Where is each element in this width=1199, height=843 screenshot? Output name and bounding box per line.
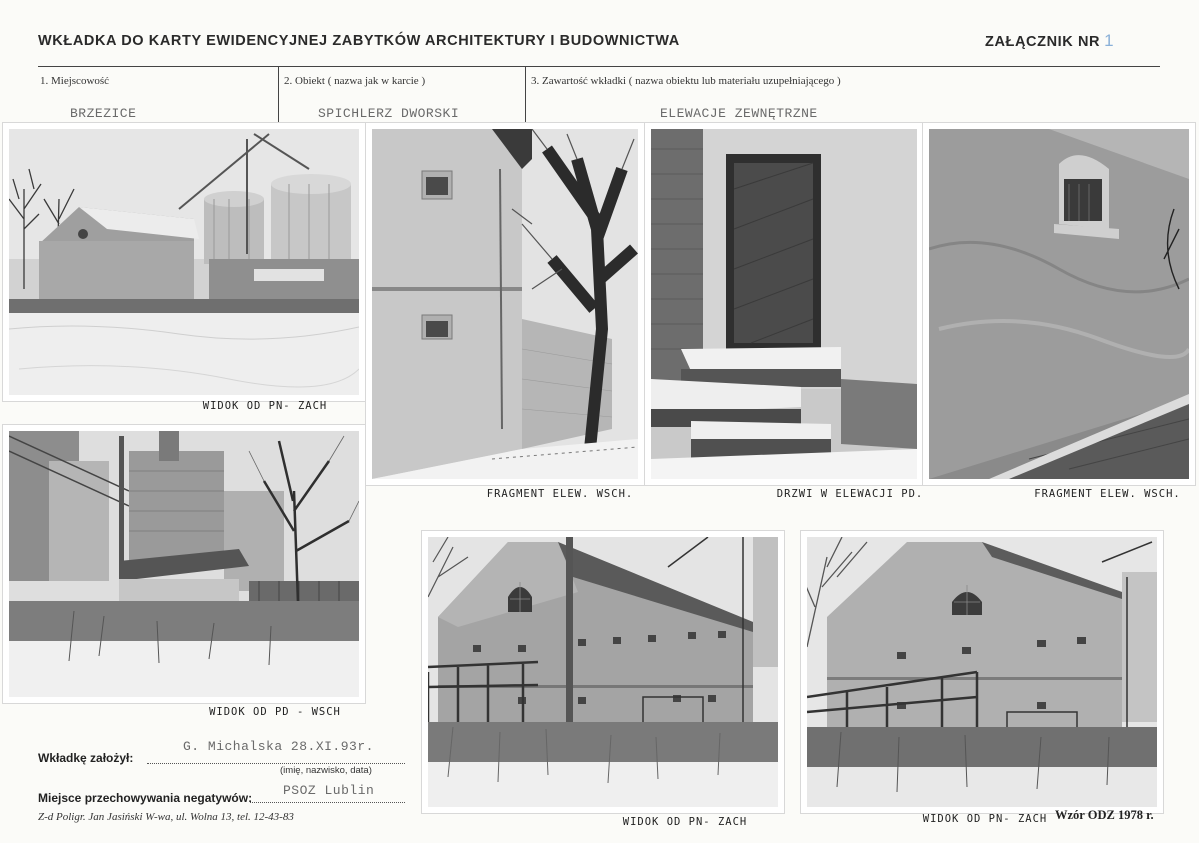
field-label-locality: 1. Miejscowość <box>40 75 110 87</box>
photo-nw-view-3 <box>801 531 1163 813</box>
field-label-object: 2. Obiekt ( nazwa jak w karcie ) <box>284 75 426 87</box>
founded-value: G. Michalska 28.XI.93r. <box>183 739 374 754</box>
photo-caption: FRAGMENT ELEW. WSCH. <box>486 488 634 500</box>
photo-caption: FRAGMENT ELEW. WSCH. <box>1034 488 1181 500</box>
field-divider-2 <box>525 66 526 123</box>
annex-number: 1 <box>1104 31 1115 50</box>
field-value-contents: ELEWACJE ZEWNĘTRZNE <box>660 106 818 121</box>
field-value-object: SPICHLERZ DWORSKI <box>318 106 460 121</box>
form-model: Wzór ODZ 1978 r. <box>1055 808 1154 822</box>
photo-caption: DRZWI W ELEWACJI PD. <box>776 488 924 500</box>
founded-label: Wkładkę założył: <box>38 751 134 765</box>
photo-east-fragment <box>366 123 644 485</box>
negatives-dotted-line <box>250 802 405 803</box>
photo-east-fragment-2 <box>923 123 1195 485</box>
founded-dotted-line <box>147 763 405 764</box>
annex-label: ZAŁĄCZNIK NR 1 <box>985 31 1115 50</box>
photo-caption: WIDOK OD PN- ZACH <box>622 816 748 828</box>
founded-hint: (imię, nazwisko, data) <box>280 765 372 776</box>
photo-caption: WIDOK OD PN- ZACH <box>202 400 328 412</box>
document-title: WKŁADKA DO KARTY EWIDENCYJNEJ ZABYTKÓW ARCHITEKTURY I BUDOWNICTWA <box>38 33 680 49</box>
header-rule-top <box>38 66 1160 67</box>
photo-nw-view-2 <box>422 531 784 813</box>
field-label-contents: 3. Zawartość wkładki ( nazwa obiektu lub materiału uzupełniającego ) <box>531 75 841 87</box>
photo-se-view <box>3 425 365 703</box>
field-value-locality: BRZEZICE <box>70 106 137 121</box>
printer-imprint: Z-d Poligr. Jan Jasiński W-wa, ul. Wolna 13, tel. 12-43-83 <box>38 811 294 823</box>
negatives-label: Miejsce przechowywania negatywów: <box>38 791 253 805</box>
photo-caption: WIDOK OD PN- ZACH <box>922 813 1048 825</box>
photo-south-door <box>645 123 923 485</box>
negatives-value: PSOZ Lublin <box>283 783 375 798</box>
photo-caption: WIDOK OD PD - WSCH <box>209 706 341 718</box>
photo-nw-view <box>3 123 365 401</box>
field-divider-1 <box>278 66 279 123</box>
